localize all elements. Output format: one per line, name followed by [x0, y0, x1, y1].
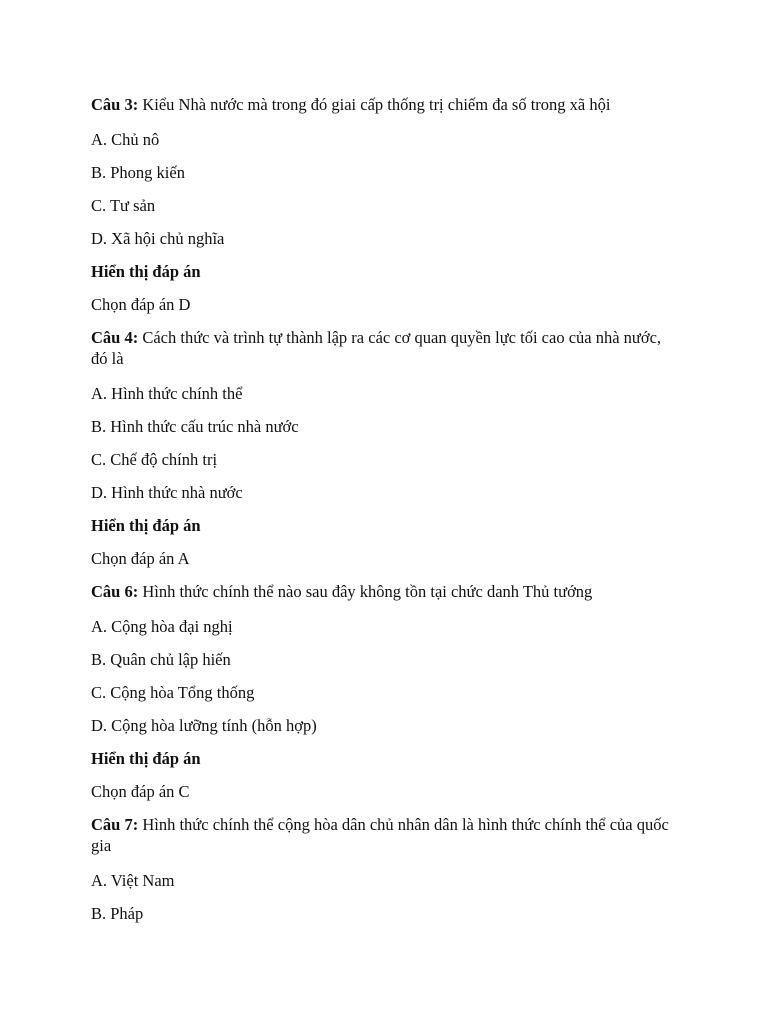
- answer-text: Chọn đáp án C: [91, 782, 190, 801]
- question-number: Câu 4:: [91, 328, 139, 347]
- question-6: [91, 581, 681, 802]
- question-7: [91, 814, 681, 924]
- question-number: Câu 7:: [91, 815, 139, 834]
- option-d: D. Xã hội chủ nghĩa: [91, 229, 225, 248]
- option-a: A. Cộng hòa đại nghị: [91, 617, 233, 636]
- show-answer-link[interactable]: Hiển thị đáp án: [91, 262, 201, 281]
- question-title: [91, 94, 681, 115]
- option-a: A. Hình thức chính thể: [91, 384, 243, 403]
- option-d: D. Cộng hòa lưỡng tính (hỗn hợp): [91, 716, 317, 735]
- option-c: C. Cộng hòa Tổng thống: [91, 683, 255, 702]
- question-text: Kiểu Nhà nước mà trong đó giai cấp thống trị chiếm đa số trong xã hội: [138, 95, 611, 114]
- option-c: C. Tư sản: [91, 196, 156, 215]
- option-b: B. Pháp: [91, 904, 144, 923]
- option-d: D. Hình thức nhà nước: [91, 483, 243, 502]
- question-title: [91, 814, 681, 856]
- answer-text: Chọn đáp án A: [91, 549, 190, 568]
- question-4: [91, 327, 681, 569]
- option-a: A. Việt Nam: [91, 871, 175, 890]
- question-text: Hình thức chính thể cộng hòa dân chủ nhân dân là hình thức chính thể của quốc gia: [91, 815, 669, 855]
- show-answer-link[interactable]: Hiển thị đáp án: [91, 749, 201, 768]
- question-title: [91, 581, 681, 602]
- question-text: Cách thức và trình tự thành lập ra các cơ quan quyền lực tối cao của nhà nước, đó là: [91, 328, 662, 368]
- show-answer-link[interactable]: Hiển thị đáp án: [91, 516, 201, 535]
- option-b: B. Phong kiến: [91, 163, 185, 182]
- question-number: Câu 3:: [91, 95, 139, 114]
- option-b: B. Hình thức cấu trúc nhà nước: [91, 417, 299, 436]
- option-a: A. Chủ nô: [91, 130, 160, 149]
- question-text: Hình thức chính thể nào sau đây không tồn tại chức danh Thủ tướng: [138, 582, 593, 601]
- question-title: [91, 327, 681, 369]
- option-c: C. Chế độ chính trị: [91, 450, 218, 469]
- question-3: [91, 94, 681, 315]
- document-page: [91, 94, 681, 936]
- option-b: B. Quân chủ lập hiến: [91, 650, 231, 669]
- answer-text: Chọn đáp án D: [91, 295, 191, 314]
- question-number: Câu 6:: [91, 582, 139, 601]
